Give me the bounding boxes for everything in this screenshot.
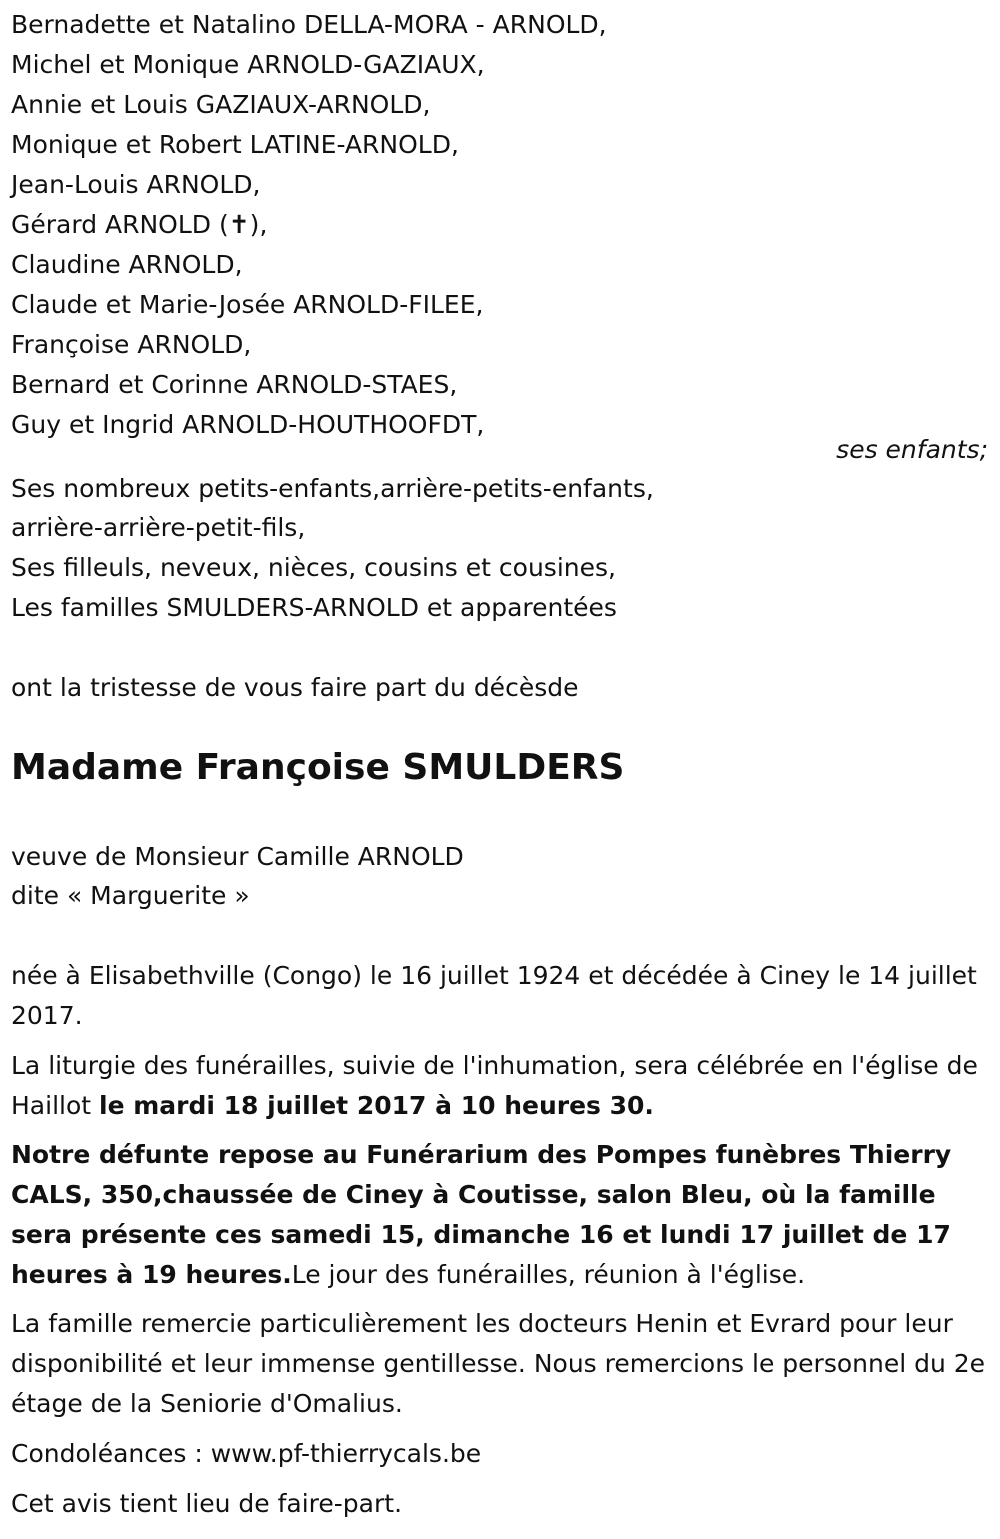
closing-text: Cet avis tient lieu de faire-part. <box>11 1489 403 1518</box>
child-line: Annie et Louis GAZIAUX-ARNOLD, <box>11 90 431 119</box>
thanks-paragraph: La famille remercie particulièrement les docteurs Henin et Evrard pour leur disponibilité et leur immense gentillesse. Nous remercions le personnel du 2e étage de la Seniorie d'Omalius. <box>11 1309 986 1418</box>
funeral-paragraph <box>11 1046 986 1126</box>
child-line: Françoise ARNOLD, <box>11 330 252 359</box>
announcement-text: ont la tristesse de vous faire part du décèsde <box>11 673 579 702</box>
repose-paragraph <box>11 1135 986 1295</box>
family-line: arrière-arrière-petit-fils, <box>11 513 306 542</box>
child-line: Bernadette et Natalino DELLA-MORA - ARNOLD, <box>11 10 607 39</box>
repose-rest: Le jour des funérailles, réunion à l'église. <box>291 1260 806 1289</box>
child-line: Michel et Monique ARNOLD-GAZIAUX, <box>11 50 485 79</box>
child-line: Monique et Robert LATINE-ARNOLD, <box>11 130 459 159</box>
child-line: Claudine ARNOLD, <box>11 250 243 279</box>
family-line: Les familles SMULDERS-ARNOLD et apparentées <box>11 593 617 622</box>
child-line: Claude et Marie-Josée ARNOLD-FILEE, <box>11 290 484 319</box>
deceased-name: Madame Françoise SMULDERS <box>11 747 625 788</box>
condolences-text: Condoléances : www.pf-thierrycals.be <box>11 1439 482 1468</box>
family-line: Ses nombreux petits-enfants,arrière-petits-enfants, <box>11 474 654 503</box>
birth-death-text: née à Elisabethville (Congo) le 16 juillet 1924 et décédée à Ciney le 14 juillet 2017. <box>11 961 977 1030</box>
children-label: ses enfants; <box>836 435 988 464</box>
funeral-date: le mardi 18 juillet 2017 à 10 heures 30. <box>99 1091 654 1120</box>
child-line: Gérard ARNOLD (✝), <box>11 210 268 239</box>
child-line: Guy et Ingrid ARNOLD-HOUTHOOFDT, <box>11 410 485 439</box>
family-line: Ses filleuls, neveux, nièces, cousins et cousines, <box>11 553 616 582</box>
spouse-text: veuve de Monsieur Camille ARNOLD <box>11 842 464 871</box>
child-line: Jean-Louis ARNOLD, <box>11 170 261 199</box>
child-line: Bernard et Corinne ARNOLD-STAES, <box>11 370 458 399</box>
repose-details: Notre défunte repose au Funérarium des Pompes funèbres Thierry CALS, 350,chaussée de Ciney à Coutisse, salon Bleu, où la famille sera présente ces samedi 15, dimanche 16 et lundi 17 juillet de 17 heures à 19 heures. <box>11 1140 952 1289</box>
funeral-intro: La liturgie des funérailles, suivie de l'inhumation, sera célébrée en l'église de Haillot <box>11 1051 978 1120</box>
nickname-text: dite « Marguerite » <box>11 881 250 910</box>
